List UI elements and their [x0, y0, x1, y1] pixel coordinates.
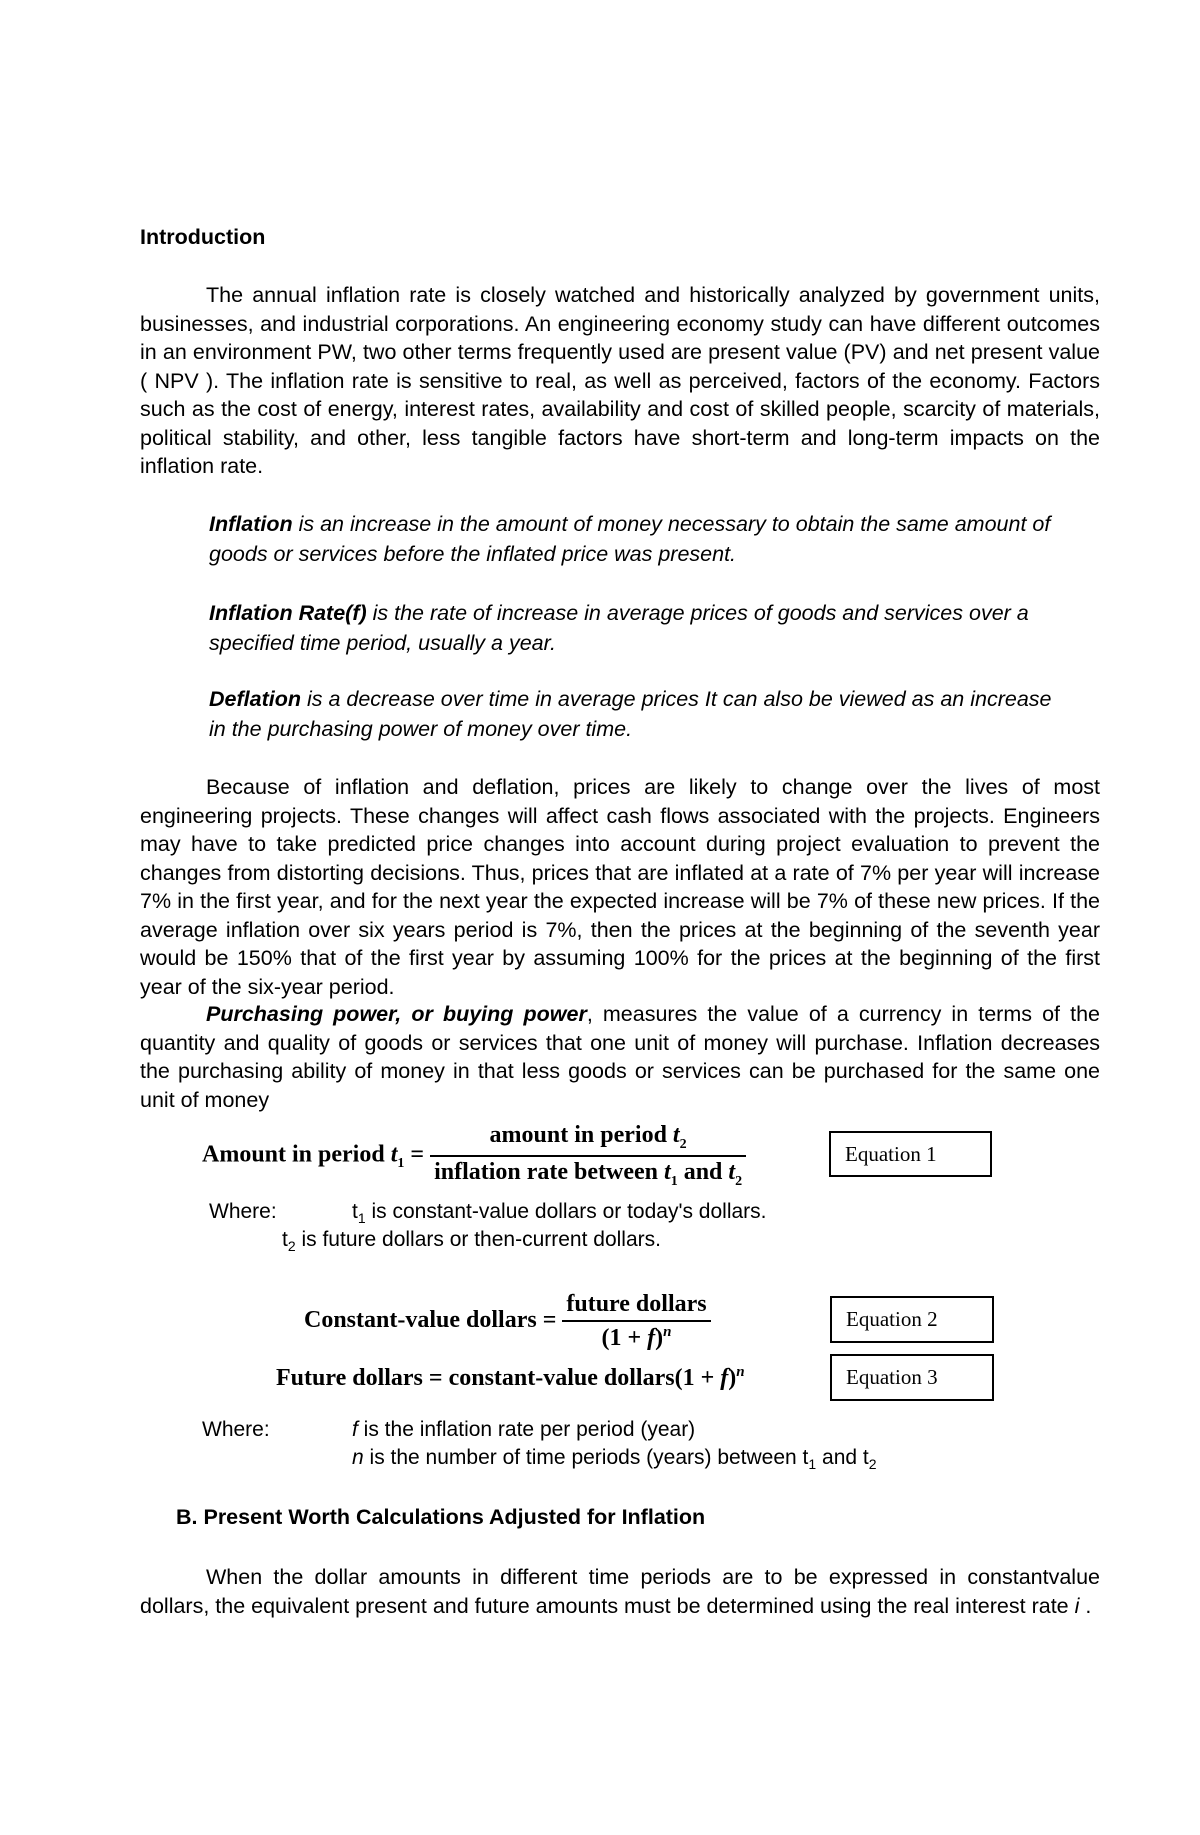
where-1-label: Where: — [209, 1200, 277, 1223]
equation-1-label: Equation 1 — [829, 1131, 992, 1177]
equation-3-label: Equation 3 — [830, 1354, 994, 1401]
where-1-line-2: $t_2$ is future dollars or then-current dollars. — [282, 1228, 661, 1255]
where-2-label: Where: — [202, 1418, 270, 1441]
equation-2-label: Equation 2 — [830, 1296, 994, 1343]
body-paragraph: Because of inflation and deflation, prices are likely to change over the lives of most engineering projects. These changes will affect cash flows associated with the projects. Engineers may have to take predicted price changes into account during project evaluation to prevent the changes from distorting decisions. Thus, prices that are inflated at a rate of 7% per year will increase 7% in the first year, and for the next year the expected increase will be 7% of these new prices. If the average inflation over six years period is 7%, then the prices at the beginning of the seventh year would be 150% that of the first year by assuming 100% for the prices at the beginning of the first year of the six-year period. — [140, 775, 1100, 999]
equation-1: Amount in period $t_1$ = $\frac{amount in period t_2}{inflation rate between t_1 and t_2}$ — [202, 1122, 746, 1190]
definition-text: is a decrease over time in average prices It can also be viewed as an increase in the purchasing power of money over time. — [209, 687, 1052, 741]
definition-inflation-rate — [209, 598, 1069, 658]
definition-text: is an increase in the amount of money necessary to obtain the same amount of goods or services before the inflated price was present. — [209, 512, 1051, 566]
purchasing-power-paragraph — [140, 1000, 1100, 1114]
definition-inflation — [209, 509, 1069, 569]
equation-2-fraction: $\frac{\text{future dollars}}{(1 + f)^n}$ — [562, 1291, 710, 1352]
where-1-line-1: $t_1$ is constant-value dollars or today's dollars. — [352, 1200, 767, 1227]
section-b-paragraph: When the dollar amounts in different time periods are to be expressed in constantvalue dollars, the equivalent present and future amounts must be determined using the real interest rate i . — [140, 1565, 1100, 1618]
intro-paragraph: The annual inflation rate is closely watched and historically analyzed by government units, businesses, and industrial corporations. An engineering economy study can have different outcomes in an environment PW, two other terms frequently used are present value (PV) and net present value ( NPV ). The inflation rate is sensitive to real, as well as perceived, factors of the economy. Factors such as the cost of energy, interest rates, availability and cost of skilled people, scarcity of materials, political stability, and other, less tangible factors have short-term and long-term impacts on the inflation rate. — [140, 283, 1100, 478]
definition-text: is the rate of increase in average prices of goods and services over a specified time period, usually a year. — [209, 601, 1029, 655]
definition-term: Inflation — [209, 512, 293, 536]
definition-term: Inflation Rate(f) — [209, 601, 367, 625]
section-b-heading: B. Present Worth Calculations Adjusted for Inflation — [176, 1505, 706, 1529]
equation-3: Future dollars = constant-value dollars(1 + f)$^n$ — [276, 1364, 745, 1391]
where-2-line-2: n is the number of time periods (years) between $t_1$ and $t_2$ — [352, 1446, 877, 1473]
intro-heading: Introduction — [140, 225, 266, 249]
definition-deflation — [209, 684, 1069, 744]
definition-term: Deflation — [209, 687, 301, 711]
equation-2: Constant-value dollars = $\frac{\text{future dollars}}{(1 + f)^n}$ — [304, 1291, 711, 1352]
equation-1-fraction: $\frac{amount in period t_2}{inflation rate between t_1 and t_2}$ — [430, 1122, 746, 1190]
purchasing-power-text: , measures the value of a currency in terms of the quantity and quality of goods or services that one unit of money will purchase. Inflation decreases the purchasing ability of money in that less goods or services can be purchased for the same one unit of money — [140, 1002, 1101, 1112]
purchasing-power-term: Purchasing power, or buying power — [206, 1002, 587, 1026]
where-2-line-1: f is the inflation rate per period (year) — [352, 1418, 696, 1441]
